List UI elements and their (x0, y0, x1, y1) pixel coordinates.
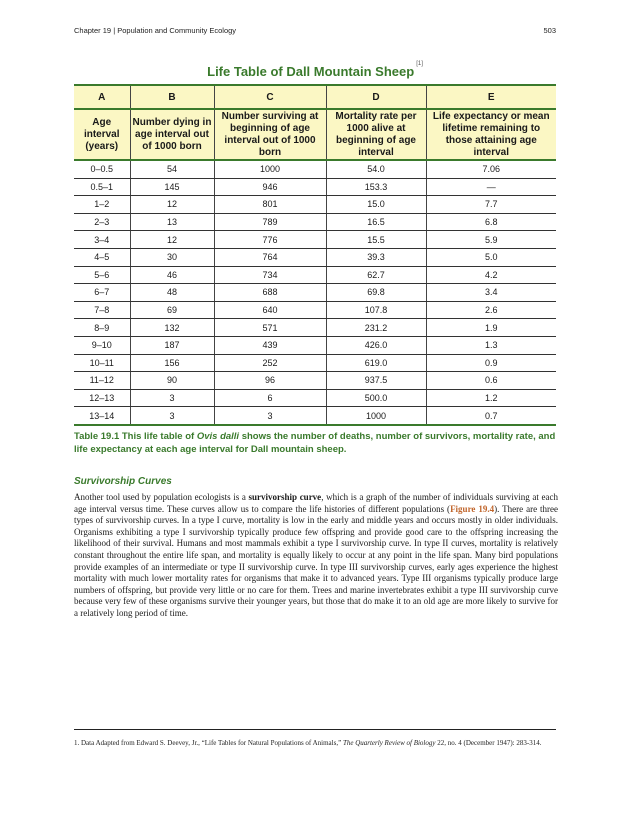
table-row (74, 319, 556, 337)
table-row (74, 389, 556, 407)
column-letter: D (326, 85, 426, 109)
table-cell: 13–14 (74, 407, 130, 425)
table-cell: 145 (130, 178, 214, 196)
table-cell: 946 (214, 178, 326, 196)
table-cell: 0.6 (426, 372, 556, 390)
table-cell: 3 (130, 389, 214, 407)
table-cell: 7.7 (426, 196, 556, 214)
table-row (74, 354, 556, 372)
figure-link[interactable]: Figure 19.4 (450, 503, 495, 514)
table-cell: 39.3 (326, 248, 426, 266)
table-cell: 90 (130, 372, 214, 390)
table-cell: 107.8 (326, 301, 426, 319)
table-cell: 734 (214, 266, 326, 284)
body-paragraph (74, 492, 558, 620)
table-cell: 7.06 (426, 160, 556, 178)
table-cell: 30 (130, 248, 214, 266)
table-row (74, 407, 556, 425)
footnote (74, 738, 556, 748)
table-row (74, 284, 556, 302)
paragraph-text: Another tool used by population ecologists is a (74, 492, 249, 502)
paragraph-text: , which is a graph of the number of individuals surviving at each age interval versus time. These curves allow us to compare the life histories of different populations ( (74, 492, 558, 514)
footnote-text: 1. Data Adapted from Edward S. Deevey, Jr., “Life Tables for Natural Populations of Animals,” (74, 739, 343, 747)
table-cell: 764 (214, 248, 326, 266)
life-table (74, 84, 556, 426)
table-cell: 1000 (326, 407, 426, 425)
table-row (74, 196, 556, 214)
table-row (74, 160, 556, 178)
column-header: Number surviving at beginning of age interval out of 1000 born (214, 109, 326, 160)
table-row (74, 231, 556, 249)
column-header: Age interval (years) (74, 109, 130, 160)
table-cell: 640 (214, 301, 326, 319)
table-row (74, 178, 556, 196)
table-cell: 8–9 (74, 319, 130, 337)
table-cell: 3 (130, 407, 214, 425)
table-cell: 12–13 (74, 389, 130, 407)
table-title-text: Life Table of Dall Mountain Sheep (207, 64, 415, 79)
table-row (74, 213, 556, 231)
chapter-title: Chapter 19 | Population and Community Ecology (74, 26, 237, 35)
table-cell: 3–4 (74, 231, 130, 249)
table-cell: 2.6 (426, 301, 556, 319)
column-header: Number dying in age interval out of 1000 born (130, 109, 214, 160)
table-cell: 1.3 (426, 336, 556, 354)
column-letter-row (74, 85, 556, 109)
caption-prefix: Table 19.1 This life table of (74, 431, 197, 442)
caption-suffix: shows the number of deaths, number of survivors, mortality rate, and life expectancy at each age interval for Dall mountain sheep. (74, 431, 556, 455)
life-table-body (74, 160, 556, 425)
table-cell: 0–0.5 (74, 160, 130, 178)
table-cell: 0.7 (426, 407, 556, 425)
table-cell: 776 (214, 231, 326, 249)
column-letter: C (214, 85, 326, 109)
table-title (74, 61, 556, 79)
column-description-row (74, 109, 556, 160)
column-letter: A (74, 85, 130, 109)
table-cell: 54 (130, 160, 214, 178)
footnote-journal: The Quarterly Review of Biology (342, 739, 436, 747)
table-row (74, 248, 556, 266)
table-cell: 1000 (214, 160, 326, 178)
table-cell: 46 (130, 266, 214, 284)
table-cell: 3 (214, 407, 326, 425)
table-cell: 5–6 (74, 266, 130, 284)
table-cell: 801 (214, 196, 326, 214)
table-cell: 7–8 (74, 301, 130, 319)
table-cell: 12 (130, 231, 214, 249)
column-letter: E (426, 85, 556, 109)
table-cell: 15.0 (326, 196, 426, 214)
table-cell: 4.2 (426, 266, 556, 284)
column-header: Mortality rate per 1000 alive at beginning of age interval (326, 109, 426, 160)
page-header (74, 26, 556, 35)
table-cell: 1.9 (426, 319, 556, 337)
table-cell: 12 (130, 196, 214, 214)
table-row (74, 372, 556, 390)
table-cell: 132 (130, 319, 214, 337)
table-cell: — (426, 178, 556, 196)
table-cell: 6 (214, 389, 326, 407)
table-cell: 13 (130, 213, 214, 231)
footnote-divider (74, 729, 556, 730)
column-header: Life expectancy or mean lifetime remaining to those attaining age interval (426, 109, 556, 160)
table-cell: 6.8 (426, 213, 556, 231)
table-row (74, 266, 556, 284)
table-row (74, 336, 556, 354)
table-cell: 69 (130, 301, 214, 319)
table-cell: 0.5–1 (74, 178, 130, 196)
table-cell: 9–10 (74, 336, 130, 354)
footnote-ref-link[interactable]: [1] (416, 61, 423, 67)
table-cell: 789 (214, 213, 326, 231)
table-cell: 1.2 (426, 389, 556, 407)
table-cell: 2–3 (74, 213, 130, 231)
table-cell: 4–5 (74, 248, 130, 266)
paragraph-text: ). There are three types of survivorship curves. In a type I curve, mortality is low in the early and middle years and occurs mostly in older individuals. Organisms exhibiting a type I survivorship typically produce few offspring and provide good care to the offspring increasing the likelihood of their survival. Humans and most mammals exhibit a type I survivorship curve. In type II curves, mortality is relatively constant throughout the entire life span, and mortality is equally likely to occur at any point in the life span. Many bird populations provide examples of an intermediate or type II survivorship curve. In type III survivorship curves, early ages experience the highest mortality with much lower mortality rates for organisms that make it to advanced years. Type III organisms typically produce large numbers of offspring, but provide very little or no care for them. Trees and marine invertebrates exhibit a type III survivorship curve because very few of these organisms survive their younger years, but those that do make it to an old age are more likely to survive for a relatively long period of time. (74, 503, 559, 618)
table-cell: 571 (214, 319, 326, 337)
table-cell: 69.8 (326, 284, 426, 302)
table-cell: 688 (214, 284, 326, 302)
table-cell: 153.3 (326, 178, 426, 196)
table-cell: 15.5 (326, 231, 426, 249)
table-cell: 156 (130, 354, 214, 372)
table-cell: 5.0 (426, 248, 556, 266)
table-cell: 619.0 (326, 354, 426, 372)
table-cell: 48 (130, 284, 214, 302)
table-cell: 11–12 (74, 372, 130, 390)
table-cell: 252 (214, 354, 326, 372)
table-cell: 6–7 (74, 284, 130, 302)
table-cell: 500.0 (326, 389, 426, 407)
table-cell: 1–2 (74, 196, 130, 214)
table-cell: 5.9 (426, 231, 556, 249)
table-cell: 937.5 (326, 372, 426, 390)
section-heading: Survivorship Curves (74, 476, 172, 487)
table-cell: 16.5 (326, 213, 426, 231)
table-cell: 3.4 (426, 284, 556, 302)
key-term: survivorship curve (248, 492, 322, 502)
table-cell: 231.2 (326, 319, 426, 337)
footnote-tail: 22, no. 4 (December 1947): 283-314. (435, 739, 542, 747)
table-cell: 54.0 (326, 160, 426, 178)
table-cell: 96 (214, 372, 326, 390)
caption-species: Ovis dalli (196, 431, 240, 442)
table-cell: 187 (130, 336, 214, 354)
table-cell: 0.9 (426, 354, 556, 372)
table-cell: 439 (214, 336, 326, 354)
table-cell: 10–11 (74, 354, 130, 372)
page-number: 503 (543, 26, 556, 35)
table-cell: 426.0 (326, 336, 426, 354)
table-row (74, 301, 556, 319)
table-cell: 62.7 (326, 266, 426, 284)
table-caption (74, 430, 556, 456)
column-letter: B (130, 85, 214, 109)
